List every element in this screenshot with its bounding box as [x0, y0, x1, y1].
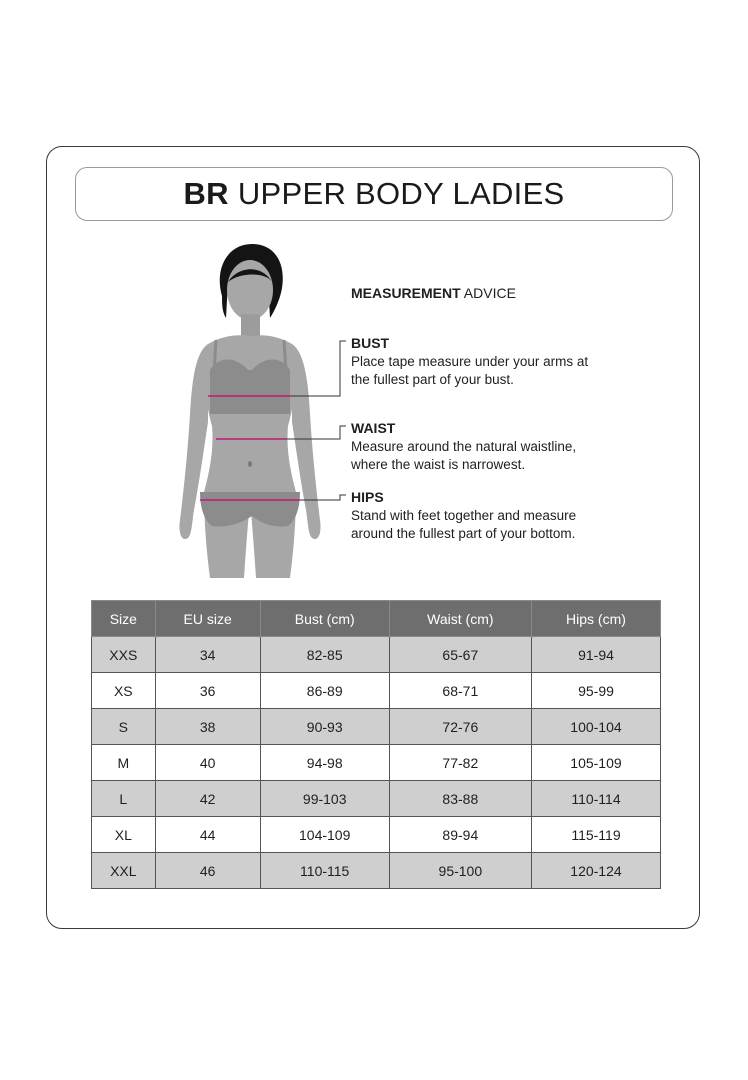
- cell-hips: 100-104: [531, 709, 660, 745]
- table-row: [92, 817, 661, 853]
- cell-bust: 110-115: [260, 853, 389, 889]
- measurement-advice-heading: [351, 284, 516, 302]
- title-brand: BR: [183, 176, 229, 211]
- cell-bust: 104-109: [260, 817, 389, 853]
- bust-description: Place tape measure under your arms at the fullest part of your bust.: [351, 354, 589, 387]
- cell-eu-size: 40: [155, 745, 260, 781]
- table-row: [92, 853, 661, 889]
- cell-size: XL: [92, 817, 156, 853]
- cell-size: XXL: [92, 853, 156, 889]
- hips-advice: [351, 488, 601, 543]
- table-row: [92, 781, 661, 817]
- table-header-row: [92, 601, 661, 637]
- cell-bust: 86-89: [260, 673, 389, 709]
- cell-hips: 115-119: [531, 817, 660, 853]
- table-row: [92, 637, 661, 673]
- hips-description: Stand with feet together and measure around the fullest part of your bottom.: [351, 508, 577, 541]
- bust-advice: [351, 334, 601, 389]
- cell-waist: 72-76: [389, 709, 531, 745]
- table-row: [92, 709, 661, 745]
- cell-eu-size: 34: [155, 637, 260, 673]
- cell-eu-size: 36: [155, 673, 260, 709]
- neck-shape: [241, 314, 260, 336]
- cell-hips: 110-114: [531, 781, 660, 817]
- header-hips: Hips (cm): [531, 601, 660, 637]
- page-title: [75, 167, 673, 221]
- cell-waist: 83-88: [389, 781, 531, 817]
- advice-heading-bold: MEASUREMENT: [351, 285, 461, 301]
- cell-waist: 89-94: [389, 817, 531, 853]
- cell-size: XS: [92, 673, 156, 709]
- waist-title: WAIST: [351, 420, 396, 436]
- cell-hips: 95-99: [531, 673, 660, 709]
- size-table: [91, 600, 661, 889]
- cell-waist: 77-82: [389, 745, 531, 781]
- cell-hips: 120-124: [531, 853, 660, 889]
- cell-waist: 95-100: [389, 853, 531, 889]
- briefs-shape: [200, 492, 300, 527]
- head-shape: [227, 260, 273, 320]
- cell-size: S: [92, 709, 156, 745]
- header-size: Size: [92, 601, 156, 637]
- title-text: UPPER BODY LADIES: [237, 176, 565, 211]
- advice-heading-rest: ADVICE: [463, 285, 516, 301]
- header-waist: Waist (cm): [389, 601, 531, 637]
- header-eu-size: EU size: [155, 601, 260, 637]
- cell-bust: 90-93: [260, 709, 389, 745]
- waist-description: Measure around the natural waistline, where the waist is narrowest.: [351, 439, 577, 472]
- cell-bust: 99-103: [260, 781, 389, 817]
- cell-eu-size: 38: [155, 709, 260, 745]
- cell-eu-size: 44: [155, 817, 260, 853]
- cell-eu-size: 42: [155, 781, 260, 817]
- header-bust: Bust (cm): [260, 601, 389, 637]
- hips-title: HIPS: [351, 489, 384, 505]
- bust-title: BUST: [351, 335, 390, 351]
- cell-bust: 94-98: [260, 745, 389, 781]
- cell-waist: 65-67: [389, 637, 531, 673]
- table-row: [92, 745, 661, 781]
- cell-eu-size: 46: [155, 853, 260, 889]
- cell-hips: 91-94: [531, 637, 660, 673]
- cell-waist: 68-71: [389, 673, 531, 709]
- cell-hips: 105-109: [531, 745, 660, 781]
- cell-bust: 82-85: [260, 637, 389, 673]
- cell-size: L: [92, 781, 156, 817]
- cell-size: M: [92, 745, 156, 781]
- table-row: [92, 673, 661, 709]
- body-figure-illustration: [170, 238, 330, 583]
- cell-size: XXS: [92, 637, 156, 673]
- waist-advice: [351, 419, 601, 474]
